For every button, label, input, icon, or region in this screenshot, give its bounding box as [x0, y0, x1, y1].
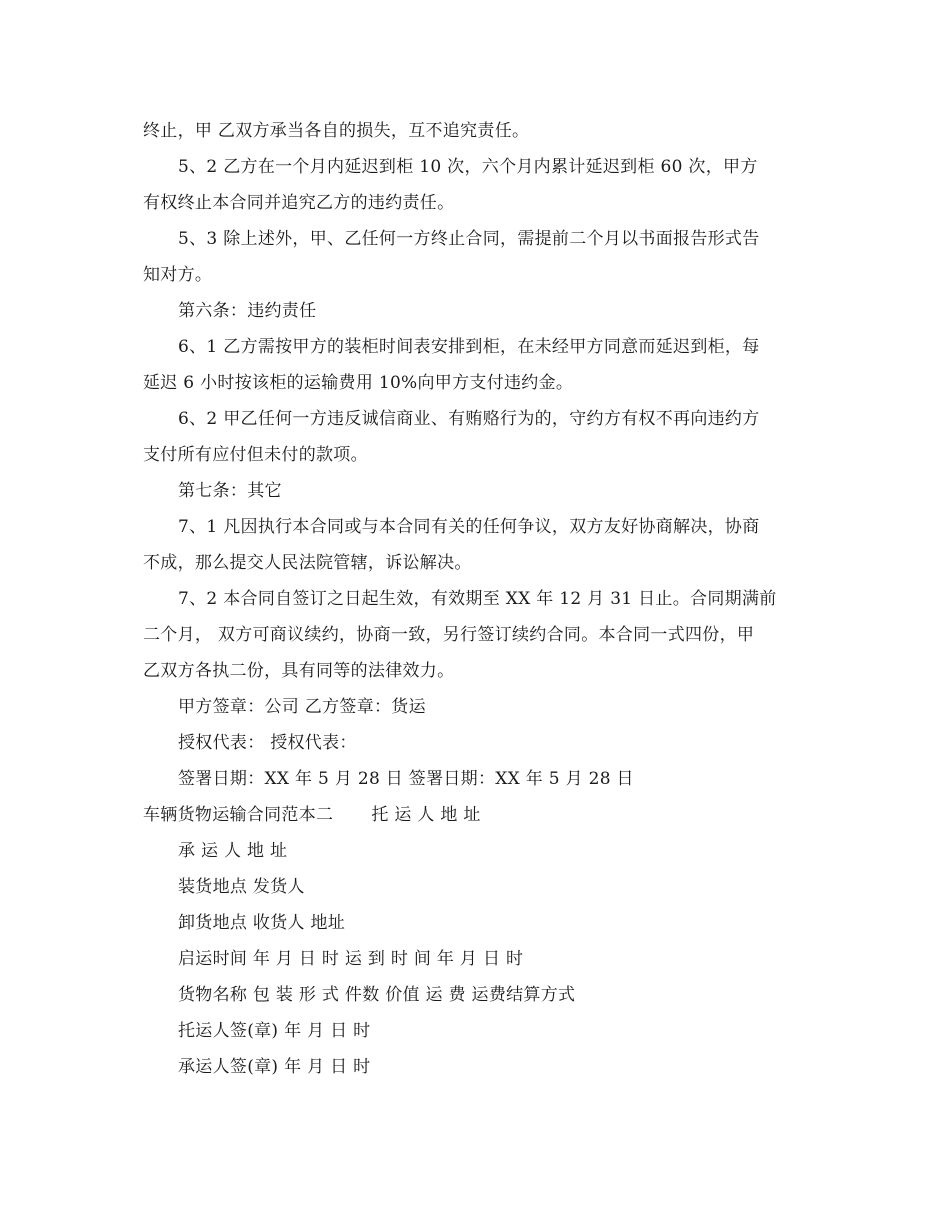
section-title-line — [143, 797, 803, 833]
text-line: 签署日期：XX 年 5 月 28 日 签署日期：XX 年 5 月 28 日 — [178, 769, 634, 789]
text-line: 二个月， 双方可商议续约，协商一致，另行签订续约合同。本合同一式四份，甲 — [143, 625, 755, 645]
text-line: 不成，那么提交人民法院管辖，诉讼解决。 — [143, 553, 472, 573]
text-line: 5、2 乙方在一个月内延迟到柜 10 次，六个月内累计延迟到柜 60 次，甲方 — [178, 157, 758, 177]
document-page — [143, 113, 803, 1085]
text-line: 支付所有应付但未付的款项。 — [143, 445, 368, 465]
text-line: 第七条：其它 — [178, 481, 282, 501]
text-line: 终止，甲 乙双方承当各自的损失，互不追究责任。 — [143, 121, 530, 141]
form-line: 货物名称 包 装 形 式 件数 价值 运 费 运费结算方式 — [178, 985, 576, 1005]
contract-body — [143, 113, 803, 797]
form-line: 承运人签(章) 年 月 日 时 — [178, 1057, 371, 1077]
text-line: 7、2 本合同自签订之日起生效，有效期至 XX 年 12 月 31 日止。合同期满前 — [178, 589, 777, 609]
text-line: 6、1 乙方需按甲方的装柜时间表安排到柜，在未经甲方同意而延迟到柜，每 — [178, 337, 760, 357]
text-line: 7、1 凡因执行本合同或与本合同有关的任何争议，双方友好协商解决，协商 — [178, 517, 760, 537]
text-line: 5、3 除上述外，甲、乙任何一方终止合同，需提前二个月以书面报告形式告 — [178, 229, 760, 249]
text-line: 乙双方各执二份，具有同等的法律效力。 — [143, 661, 455, 681]
text-line: 甲方签章：公司 乙方签章：货运 — [178, 697, 426, 717]
text-line: 第六条：违约责任 — [178, 301, 317, 321]
form-line: 装货地点 发货人 — [178, 877, 305, 897]
form-line: 卸货地点 收货人 地址 — [178, 913, 346, 933]
form-line: 托运人签(章) 年 月 日 时 — [178, 1021, 371, 1041]
form-line: 启运时间 年 月 日 时 运 到 时 间 年 月 日 时 — [178, 949, 524, 969]
section-title: 车辆货物运输合同范本二 — [143, 805, 334, 825]
text-line: 有权终止本合同并追究乙方的违约责任。 — [143, 193, 455, 213]
form-fields — [143, 833, 803, 1085]
text-line: 延迟 6 小时按该柜的运输费用 10%向甲方支付违约金。 — [143, 373, 574, 393]
shipper-address-label: 托 运 人 地 址 — [371, 805, 481, 825]
form-line: 承 运 人 地 址 — [178, 841, 288, 861]
text-line: 知对方。 — [143, 265, 213, 285]
text-line: 授权代表： 授权代表： — [178, 733, 357, 753]
text-line: 6、2 甲乙任何一方违反诚信商业、有贿赂行为的，守约方有权不再向违约方 — [178, 409, 760, 429]
